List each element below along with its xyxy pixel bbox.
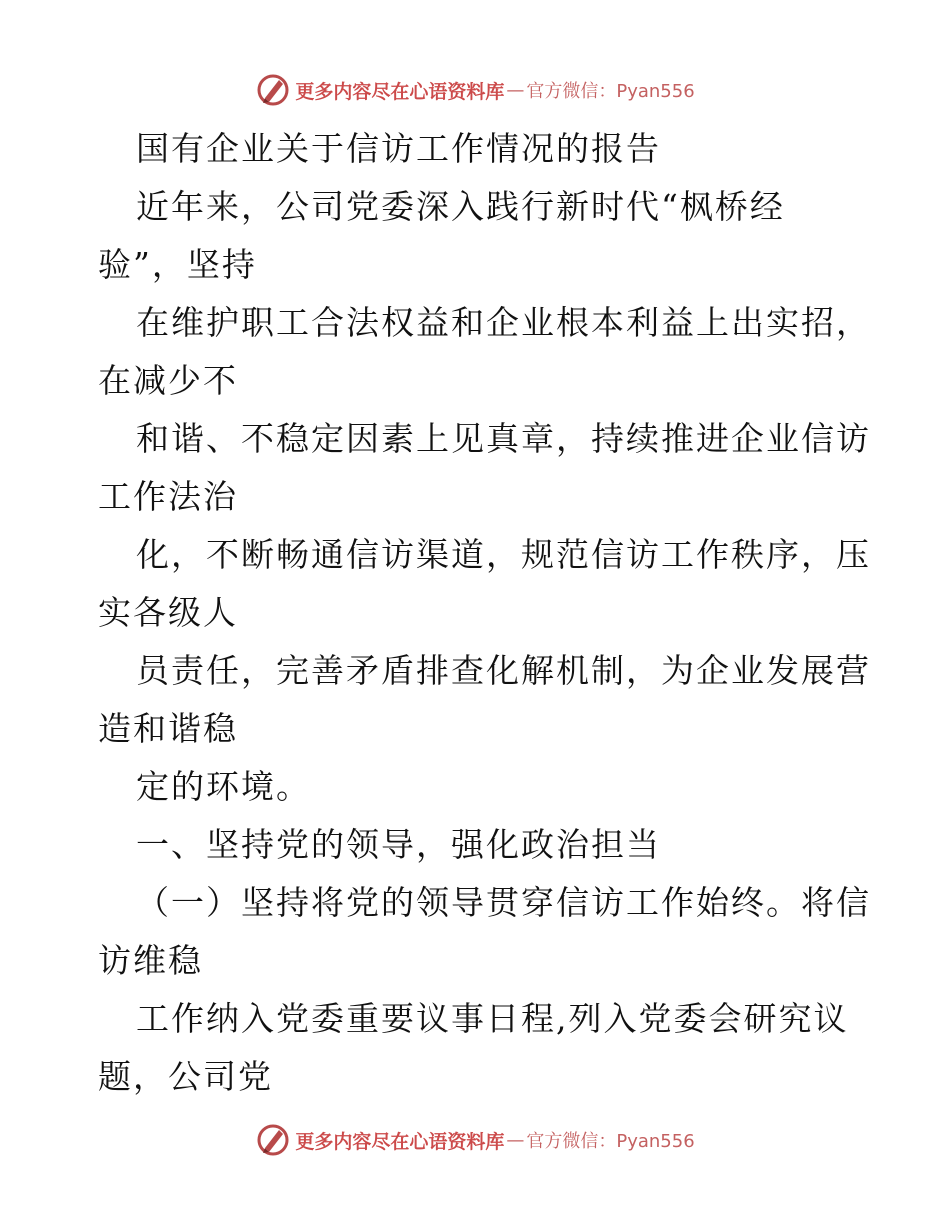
- paragraph-line: 题，公司党: [98, 1057, 273, 1096]
- paragraph-line: 在减少不: [98, 361, 238, 400]
- paragraph-line: 员责任，完善矛盾排查化解机制，为企业发展营: [136, 651, 871, 690]
- watermark-separator: —: [506, 1129, 525, 1151]
- paragraph-line: （一）坚持将党的领导贯穿信访工作始终。将信: [136, 883, 871, 922]
- pen-logo-icon: [255, 72, 291, 108]
- paragraph-line: 工作纳入党委重要议事日程,列入党委会研究议: [136, 999, 849, 1038]
- paragraph-line: 和谐、不稳定因素上见真章，持续推进企业信访: [136, 419, 871, 458]
- pen-logo-icon: [255, 1122, 291, 1158]
- watermark-footer: [0, 1122, 950, 1158]
- paragraph-line: 访维稳: [98, 941, 203, 980]
- watermark-header: [0, 72, 950, 108]
- watermark-sub-text: 官方微信：Pyan556: [526, 1131, 695, 1152]
- paragraph-line: 在维护职工合法权益和企业根本利益上出实招，: [136, 303, 871, 342]
- watermark-main-text: 更多内容尽在心语资料库: [295, 1130, 505, 1153]
- watermark-separator: —: [506, 79, 525, 101]
- paragraph-line: 验”，坚持: [98, 245, 257, 284]
- watermark-sub-text: 官方微信：Pyan556: [526, 81, 695, 102]
- paragraph-line: 近年来，公司党委深入践行新时代“枫桥经: [136, 187, 785, 226]
- watermark-main-text: 更多内容尽在心语资料库: [295, 80, 505, 103]
- paragraph-line: 定的环境。: [136, 767, 311, 806]
- section-heading: 一、坚持党的领导，强化政治担当: [136, 825, 661, 864]
- paragraph-line: 工作法治: [98, 477, 238, 516]
- paragraph-line: 实各级人: [98, 593, 238, 632]
- paragraph-line: 造和谐稳: [98, 709, 238, 748]
- paragraph-line: 化，不断畅通信访渠道，规范信访工作秩序，压: [136, 535, 871, 574]
- document-title: 国有企业关于信访工作情况的报告: [136, 129, 661, 168]
